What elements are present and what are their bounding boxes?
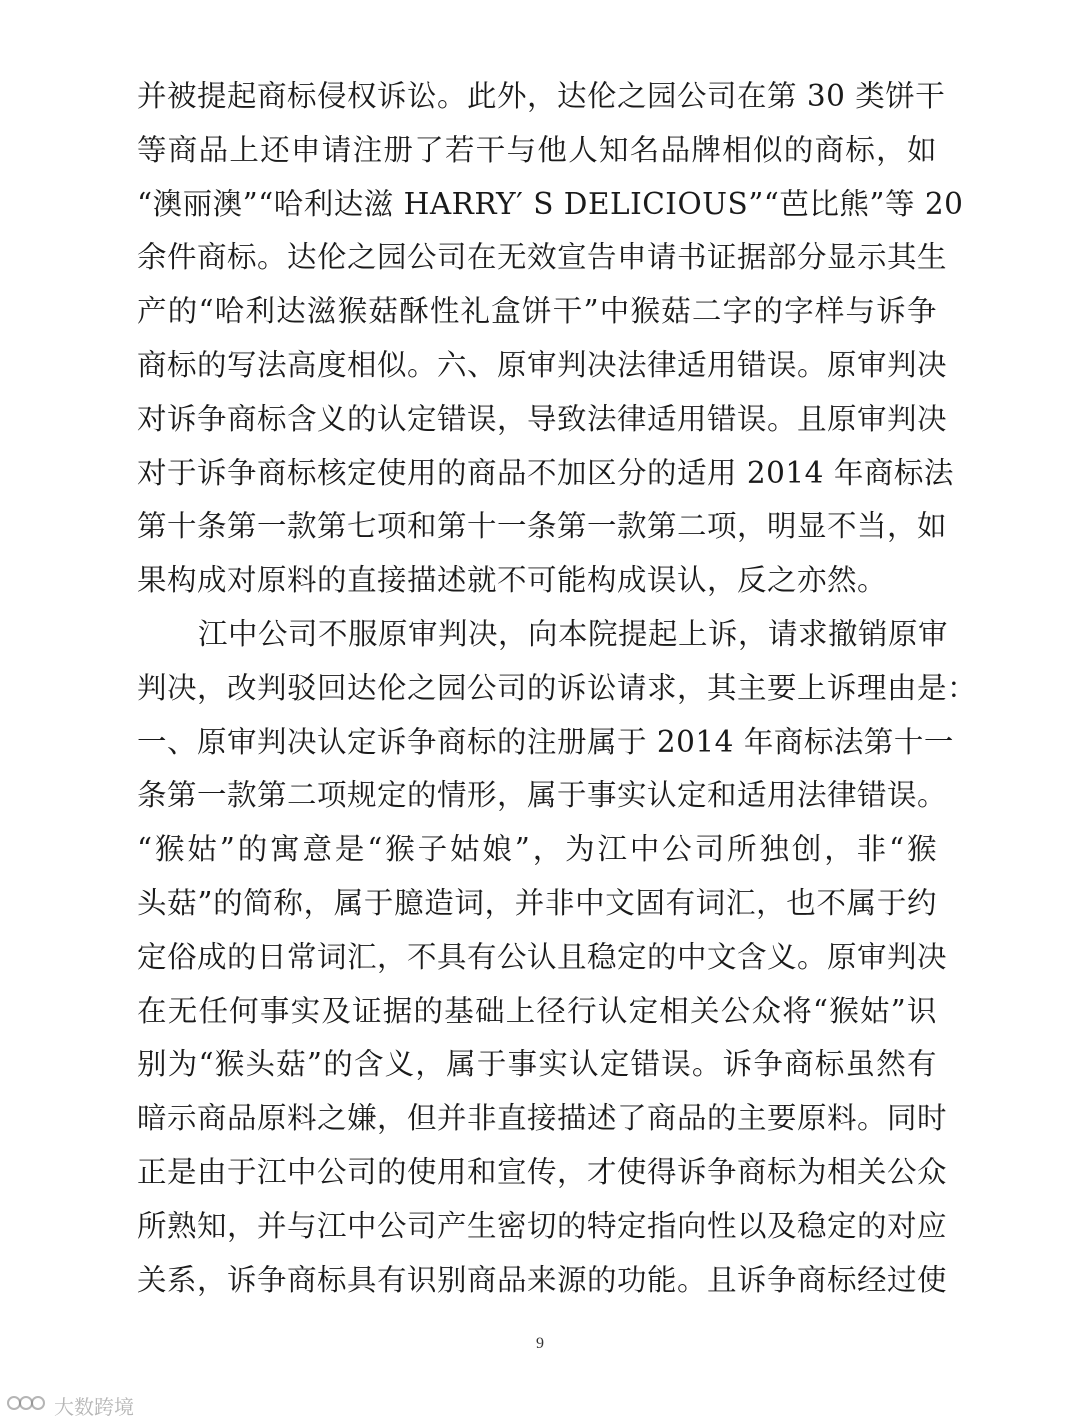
watermark — [6, 1390, 134, 1420]
text-line: 商标的写法高度相似。六、原审判决法律适用错误。原审判决 — [137, 347, 948, 382]
watermark-text: 大数跨境 — [54, 1394, 134, 1419]
text-line: 余件商标。达伦之园公司在无效宣告申请书证据部分显示其生 — [137, 240, 948, 275]
text-line: 暗示商品原料之嫌，但并非直接描述了商品的主要原料。同时 — [137, 1101, 948, 1136]
text-line: 并被提起商标侵权诉讼。此外，达伦之园公司在第 30 类饼干 — [137, 79, 946, 113]
logo-mark-icon — [6, 1392, 50, 1419]
text-line: “澳丽澳”“哈利达滋 HARRY′ S DELICIOUS”“芭比熊”等 20 — [137, 186, 964, 221]
text-line: 第十条第一款第七项和第十一条第一款第二项，明显不当，如 — [137, 509, 948, 544]
text-line: 条第一款第二项规定的情形，属于事实认定和适用法律错误。 — [137, 778, 948, 813]
text-line: 所熟知，并与江中公司产生密切的特定指向性以及稳定的对应 — [137, 1208, 948, 1243]
paragraph-first-line: 江中公司不服原审判决，向本院提起上诉，请求撤销原审 — [198, 616, 949, 651]
body-text — [137, 70, 978, 1307]
text-line: 对于诉争商标核定使用的商品不加区分的适用 2014 年商标法 — [137, 455, 954, 490]
text-line: 一、原审判决认定诉争商标的注册属于 2014 年商标法第十一 — [137, 724, 954, 759]
text-line: “猴姑”的寓意是“猴子姑娘”，为江中公司所独创，非“猴 — [137, 832, 937, 867]
text-line: 等商品上还申请注册了若干与他人知名品牌相似的商标，如 — [137, 132, 937, 167]
text-line: 果构成对原料的直接描述就不可能构成误认，反之亦然。 — [137, 563, 888, 598]
text-line: 在无任何事实及证据的基础上径行认定相关公众将“猴姑”识 — [137, 993, 937, 1028]
text-line: 别为“猴头菇”的含义，属于事实认定错误。诉争商标虽然有 — [137, 1047, 937, 1082]
text-line: 关系，诉争商标具有识别商品来源的功能。且诉争商标经过使 — [137, 1262, 948, 1297]
text-line: 判决，改判驳回达伦之园公司的诉讼请求，其主要上诉理由是： — [137, 670, 978, 705]
text-line: 定俗成的日常词汇，不具有公认且稳定的中文含义。原审判决 — [137, 939, 948, 974]
text-line: 头菇”的简称，属于臆造词，并非中文固有词汇，也不属于约 — [137, 885, 937, 920]
text-line: 对诉争商标含义的认定错误，导致法律适用错误。且原审判决 — [137, 401, 948, 436]
text-line: 正是由于江中公司的使用和宣传，才使得诉争商标为相关公众 — [137, 1154, 948, 1189]
text-line: 产的“哈利达滋猴菇酥性礼盒饼干”中猴菇二字的字样与诉争 — [137, 294, 937, 329]
page-number: 9 — [536, 1335, 544, 1352]
